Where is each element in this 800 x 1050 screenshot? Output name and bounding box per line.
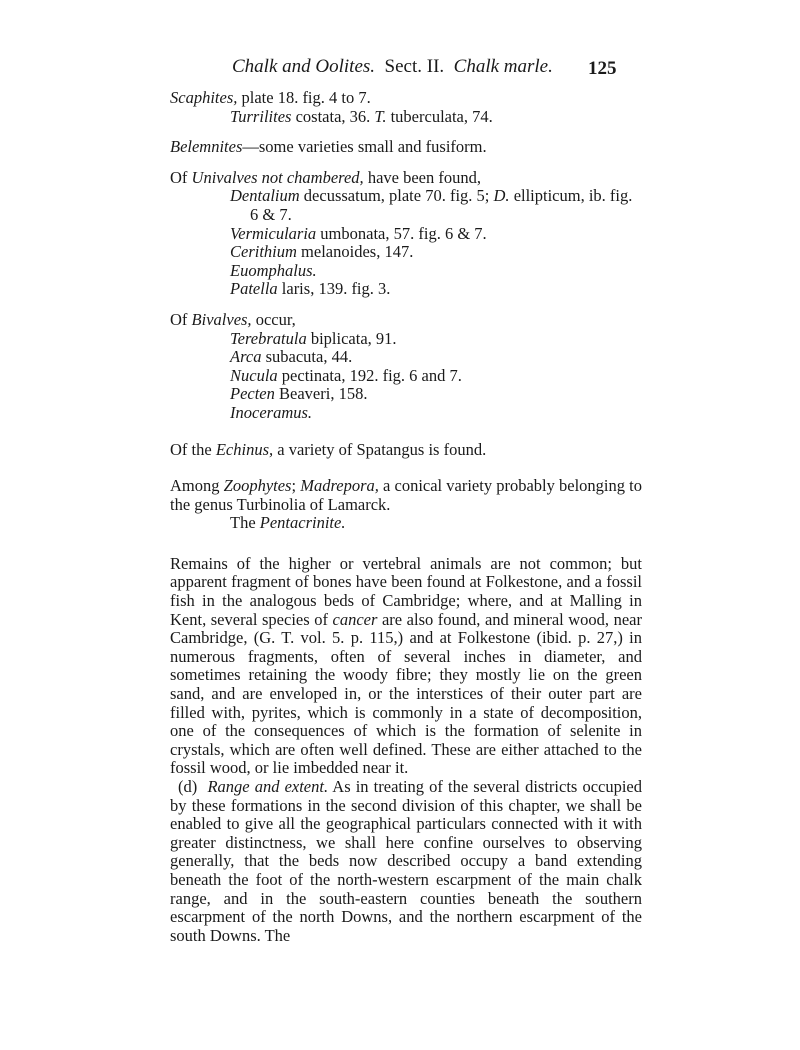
species-turrilites [170,108,642,127]
class-name: Bivalves, [191,309,252,329]
species-patella [170,280,642,299]
intro-text: ; [291,476,301,496]
species-vermicularia [170,225,642,244]
genus-abbrev: D. [493,186,510,206]
range-extent-paragraph [170,778,642,945]
species-inoceramus [170,404,642,423]
species-euomphalus [170,262,642,281]
paragraph-text: Remains of the higher or vertebral animals are not common; but apparent fragment of bones have been found at Folkestone, and a fossil fish in the analogous beds of Cambridge; where, and at Malling in Kent, several species of [170,553,642,629]
class-name: Zoophytes [223,476,292,496]
genus-name: Arca [230,347,262,367]
echinus-line [170,441,642,460]
intro-text: The [230,513,260,533]
species-detail: decussatum, plate 70. fig. 5; [299,186,494,206]
univalves-intro [170,169,642,188]
intro-text: Of [170,309,192,329]
page-body [170,89,642,945]
species-nucula [170,367,642,386]
genus-name: Pentacrinite. [259,513,346,533]
genus-name: Nucula [230,365,278,385]
genus-name: Dentalium [230,186,300,206]
genus-name: Belemnites [170,137,243,157]
species-detail: plate 18. fig. 4 to 7. [237,88,371,107]
species-detail: —some varieties small and fusiform. [242,137,487,157]
species-detail: tuberculata, 74. [386,106,493,126]
header-title-chalk-oolites: Chalk and Oolites. [232,56,376,77]
species-detail: a conical variety probably belonging to the genus Turbinolia of Lamarck. [170,476,642,514]
genus-name: Euomphalus. [230,260,317,280]
species-detail: subacuta, 44. [261,347,353,367]
belemnites-line [170,138,642,157]
genus-name: Terebratula [230,328,307,348]
intro-text: Among [170,476,224,496]
species-scaphites [170,89,642,108]
section-label: (d) [178,777,198,796]
section-heading: Range and extent. [207,777,329,796]
genus-name: Cerithium [230,242,297,262]
genus-name: Scaphites, [170,88,238,107]
species-detail: laris, 139. fig. 3. [277,279,391,299]
genus-name: Madrepora, [300,476,379,496]
genus-name: Turrilites [230,106,292,126]
genus-name: Vermicularia [230,223,317,243]
zoophytes-paragraph [170,477,642,514]
running-header [0,56,800,86]
species-detail: melanoides, 147. [296,242,414,262]
genus-name: Pecten [230,384,275,404]
species-detail: costata, 36. [291,106,375,126]
species-arca [170,348,642,367]
intro-text: occur, [251,309,296,329]
emphasis-cancer: cancer [332,609,378,629]
vertebral-remains-paragraph [170,555,642,778]
species-terebratula [170,330,642,349]
bivalves-intro [170,311,642,330]
paragraph-text: As in treating of the several districts occupied by these formations in the second division of this chapter, we shall be enabled to give all the geographical particulars connected with it with greater distinctness, we shall here confine ourselves to observing generally, that the beds now described occupy a band extending beneath the foot of the north-western escarpment of the main chalk range, and in the south-eastern counties beneath the southern escarpment of the north Downs, and the northern escarpment of the south Downs. The [170,777,642,945]
species-detail: biplicata, 91. [306,328,397,348]
species-detail: Beaveri, 158. [274,384,368,404]
genus-name: Inoceramus. [230,402,313,422]
intro-text: have been found, [363,167,481,187]
intro-text: Of [170,167,192,187]
paragraph-text: are also found, and mineral wood, near Cambridge, (G. T. vol. 5. p. 115,) and at Folkestone (ibid. p. 27,) in numerous fragments, often of several inches in diameter, and sometimes retaining the woody fibre; they mostly lie on the green sand, and are enveloped in, or the interstices of their outer part are filled with, pyrites, which is commonly in a state of decomposition, one of the consequences of which is the formation of selenite in crystals, which are often well defined. These are either attached to the fossil wood, or lie imbedded near it. [170,609,643,778]
header-section: Sect. II. [384,56,445,77]
species-cerithium [170,243,642,262]
species-detail: ellipticum, ib. fig. 6 & 7. [250,186,633,224]
pentacrinite-line [170,514,642,533]
species-pecten [170,385,642,404]
class-name: Univalves not chambered, [191,167,364,187]
page-number: 125 [588,58,617,79]
species-detail: pectinata, 192. fig. 6 and 7. [277,365,462,385]
species-detail: umbonata, 57. fig. 6 & 7. [316,223,487,243]
genus-name: Patella [230,279,278,299]
genus-abbrev: T. [374,106,387,126]
species-dentalium [170,187,642,224]
species-detail: a variety of Spatangus is found. [273,439,487,459]
intro-text: Of the [170,439,216,459]
header-subject: Chalk marle. [453,56,553,77]
running-title [232,56,553,78]
genus-name: Echinus, [215,439,274,459]
